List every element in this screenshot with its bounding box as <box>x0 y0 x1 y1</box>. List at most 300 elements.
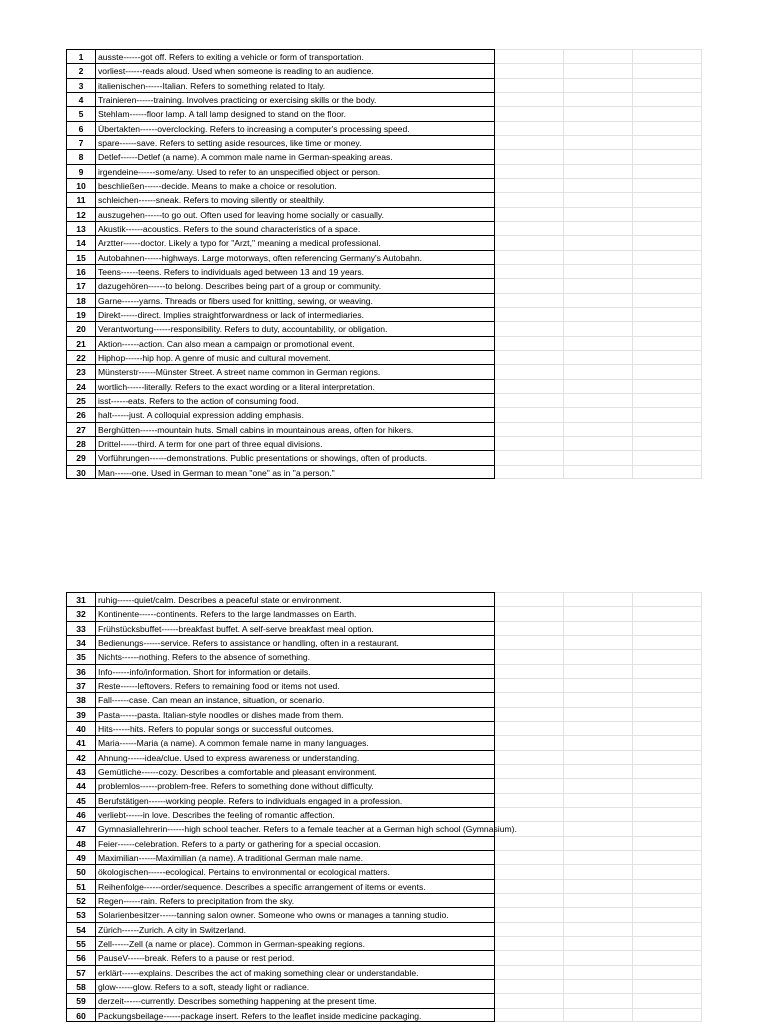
empty-cell[interactable] <box>495 221 564 235</box>
empty-cell[interactable] <box>633 293 702 307</box>
empty-cell[interactable] <box>564 922 633 936</box>
empty-cell[interactable] <box>633 692 702 706</box>
empty-cell[interactable] <box>633 307 702 321</box>
vocabulary-entry-cell[interactable] <box>95 465 495 479</box>
vocabulary-entry-cell[interactable] <box>95 135 495 149</box>
vocabulary-entry-cell[interactable] <box>95 307 495 321</box>
empty-cell[interactable] <box>495 893 564 907</box>
empty-cell[interactable] <box>495 621 564 635</box>
vocabulary-entry-cell[interactable] <box>95 864 495 878</box>
vocabulary-entry-cell[interactable] <box>95 407 495 421</box>
row-number-cell[interactable]: 2 <box>66 63 95 77</box>
vocabulary-entry-cell[interactable] <box>95 778 495 792</box>
empty-cell[interactable] <box>633 450 702 464</box>
vocabulary-entry-cell[interactable] <box>95 350 495 364</box>
empty-cell[interactable] <box>633 49 702 63</box>
empty-cell[interactable] <box>633 635 702 649</box>
empty-cell[interactable] <box>633 764 702 778</box>
vocabulary-entry-cell[interactable] <box>95 422 495 436</box>
empty-cell[interactable] <box>633 221 702 235</box>
empty-cell[interactable] <box>633 321 702 335</box>
empty-cell[interactable] <box>633 250 702 264</box>
empty-cell[interactable] <box>564 264 633 278</box>
empty-cell[interactable] <box>633 364 702 378</box>
vocabulary-entry-cell[interactable] <box>95 264 495 278</box>
empty-cell[interactable] <box>564 850 633 864</box>
empty-cell[interactable] <box>495 450 564 464</box>
empty-cell[interactable] <box>495 465 564 479</box>
empty-cell[interactable] <box>564 606 633 620</box>
empty-cell[interactable] <box>633 879 702 893</box>
empty-cell[interactable] <box>564 649 633 663</box>
empty-cell[interactable] <box>495 135 564 149</box>
empty-cell[interactable] <box>564 778 633 792</box>
vocabulary-entry-cell[interactable] <box>95 621 495 635</box>
empty-cell[interactable] <box>633 922 702 936</box>
empty-cell[interactable] <box>564 436 633 450</box>
empty-cell[interactable] <box>564 407 633 421</box>
row-number-cell[interactable]: 39 <box>66 707 95 721</box>
row-number-cell[interactable]: 17 <box>66 278 95 292</box>
vocabulary-entry-cell[interactable] <box>95 893 495 907</box>
row-number-cell[interactable]: 40 <box>66 721 95 735</box>
empty-cell[interactable] <box>495 965 564 979</box>
empty-cell[interactable] <box>564 936 633 950</box>
row-number-cell[interactable]: 46 <box>66 807 95 821</box>
row-number-cell[interactable]: 27 <box>66 422 95 436</box>
row-number-cell[interactable]: 7 <box>66 135 95 149</box>
empty-cell[interactable] <box>495 993 564 1007</box>
vocabulary-entry-cell[interactable] <box>95 606 495 620</box>
empty-cell[interactable] <box>564 692 633 706</box>
empty-cell[interactable] <box>633 950 702 964</box>
empty-cell[interactable] <box>564 149 633 163</box>
empty-cell[interactable] <box>564 592 633 606</box>
empty-cell[interactable] <box>633 793 702 807</box>
vocabulary-entry-cell[interactable] <box>95 92 495 106</box>
vocabulary-entry-cell[interactable] <box>95 436 495 450</box>
empty-cell[interactable] <box>564 63 633 77</box>
empty-cell[interactable] <box>564 235 633 249</box>
empty-cell[interactable] <box>633 1008 702 1022</box>
row-number-cell[interactable]: 44 <box>66 778 95 792</box>
empty-cell[interactable] <box>564 821 633 835</box>
row-number-cell[interactable]: 52 <box>66 893 95 907</box>
empty-cell[interactable] <box>564 764 633 778</box>
vocabulary-entry-cell[interactable] <box>95 221 495 235</box>
row-number-cell[interactable]: 51 <box>66 879 95 893</box>
row-number-cell[interactable]: 8 <box>66 149 95 163</box>
row-number-cell[interactable]: 15 <box>66 250 95 264</box>
row-number-cell[interactable]: 24 <box>66 379 95 393</box>
empty-cell[interactable] <box>495 364 564 378</box>
empty-cell[interactable] <box>564 635 633 649</box>
row-number-cell[interactable]: 48 <box>66 836 95 850</box>
row-number-cell[interactable]: 22 <box>66 350 95 364</box>
empty-cell[interactable] <box>633 965 702 979</box>
empty-cell[interactable] <box>564 422 633 436</box>
vocabulary-entry-cell[interactable] <box>95 1008 495 1022</box>
vocabulary-entry-cell[interactable] <box>95 293 495 307</box>
empty-cell[interactable] <box>495 707 564 721</box>
empty-cell[interactable] <box>564 907 633 921</box>
empty-cell[interactable] <box>633 207 702 221</box>
row-number-cell[interactable]: 3 <box>66 78 95 92</box>
empty-cell[interactable] <box>633 807 702 821</box>
row-number-cell[interactable]: 47 <box>66 821 95 835</box>
empty-cell[interactable] <box>495 235 564 249</box>
empty-cell[interactable] <box>495 379 564 393</box>
empty-cell[interactable] <box>564 707 633 721</box>
row-number-cell[interactable]: 18 <box>66 293 95 307</box>
empty-cell[interactable] <box>564 793 633 807</box>
empty-cell[interactable] <box>564 221 633 235</box>
empty-cell[interactable] <box>633 707 702 721</box>
row-number-cell[interactable]: 5 <box>66 106 95 120</box>
vocabulary-entry-cell[interactable] <box>95 979 495 993</box>
vocabulary-entry-cell[interactable] <box>95 450 495 464</box>
empty-cell[interactable] <box>495 121 564 135</box>
empty-cell[interactable] <box>633 178 702 192</box>
empty-cell[interactable] <box>633 336 702 350</box>
empty-cell[interactable] <box>564 192 633 206</box>
row-number-cell[interactable]: 54 <box>66 922 95 936</box>
empty-cell[interactable] <box>564 621 633 635</box>
empty-cell[interactable] <box>564 336 633 350</box>
empty-cell[interactable] <box>633 278 702 292</box>
empty-cell[interactable] <box>633 778 702 792</box>
empty-cell[interactable] <box>564 178 633 192</box>
empty-cell[interactable] <box>495 936 564 950</box>
empty-cell[interactable] <box>564 379 633 393</box>
empty-cell[interactable] <box>495 850 564 864</box>
empty-cell[interactable] <box>633 235 702 249</box>
row-number-cell[interactable]: 53 <box>66 907 95 921</box>
empty-cell[interactable] <box>495 807 564 821</box>
empty-cell[interactable] <box>495 92 564 106</box>
vocabulary-entry-cell[interactable] <box>95 764 495 778</box>
vocabulary-entry-cell[interactable] <box>95 821 517 835</box>
vocabulary-entry-cell[interactable] <box>95 936 495 950</box>
row-number-cell[interactable]: 42 <box>66 750 95 764</box>
vocabulary-entry-cell[interactable] <box>95 907 495 921</box>
empty-cell[interactable] <box>495 879 564 893</box>
empty-cell[interactable] <box>564 250 633 264</box>
vocabulary-entry-cell[interactable] <box>95 49 495 63</box>
empty-cell[interactable] <box>633 606 702 620</box>
vocabulary-entry-cell[interactable] <box>95 364 495 378</box>
vocabulary-entry-cell[interactable] <box>95 393 495 407</box>
empty-cell[interactable] <box>495 321 564 335</box>
empty-cell[interactable] <box>495 178 564 192</box>
empty-cell[interactable] <box>495 78 564 92</box>
vocabulary-entry-cell[interactable] <box>95 250 495 264</box>
row-number-cell[interactable]: 41 <box>66 735 95 749</box>
empty-cell[interactable] <box>633 121 702 135</box>
vocabulary-entry-cell[interactable] <box>95 649 495 663</box>
empty-cell[interactable] <box>633 436 702 450</box>
empty-cell[interactable] <box>633 592 702 606</box>
vocabulary-entry-cell[interactable] <box>95 993 495 1007</box>
empty-cell[interactable] <box>495 264 564 278</box>
empty-cell[interactable] <box>564 864 633 878</box>
vocabulary-entry-cell[interactable] <box>95 965 495 979</box>
empty-cell[interactable] <box>564 678 633 692</box>
row-number-cell[interactable]: 16 <box>66 264 95 278</box>
empty-cell[interactable] <box>495 63 564 77</box>
table-row <box>0 1008 768 1022</box>
vocabulary-entry-cell[interactable] <box>95 336 495 350</box>
row-number-cell[interactable]: 38 <box>66 692 95 706</box>
vocabulary-entry-cell[interactable] <box>95 850 495 864</box>
empty-cell[interactable] <box>633 907 702 921</box>
empty-cell[interactable] <box>633 735 702 749</box>
row-number-cell[interactable]: 20 <box>66 321 95 335</box>
empty-cell[interactable] <box>564 164 633 178</box>
empty-cell[interactable] <box>564 465 633 479</box>
empty-cell[interactable] <box>564 393 633 407</box>
empty-cell[interactable] <box>495 793 564 807</box>
row-number-cell[interactable]: 55 <box>66 936 95 950</box>
empty-cell[interactable] <box>564 893 633 907</box>
empty-cell[interactable] <box>633 407 702 421</box>
empty-cell[interactable] <box>495 149 564 163</box>
empty-cell[interactable] <box>495 735 564 749</box>
empty-cell[interactable] <box>495 336 564 350</box>
empty-cell[interactable] <box>495 764 564 778</box>
empty-cell[interactable] <box>495 293 564 307</box>
empty-cell[interactable] <box>495 592 564 606</box>
vocabulary-entry-cell[interactable] <box>95 379 495 393</box>
vocabulary-entry-cell[interactable] <box>95 149 495 163</box>
row-number-cell[interactable]: 43 <box>66 764 95 778</box>
empty-cell[interactable] <box>564 950 633 964</box>
row-number-cell[interactable]: 28 <box>66 436 95 450</box>
row-number-cell[interactable]: 1 <box>66 49 95 63</box>
row-number-cell[interactable]: 23 <box>66 364 95 378</box>
row-number-cell[interactable]: 11 <box>66 192 95 206</box>
empty-cell[interactable] <box>633 721 702 735</box>
vocabulary-entry-cell[interactable] <box>95 922 495 936</box>
row-number-cell[interactable]: 9 <box>66 164 95 178</box>
empty-cell[interactable] <box>495 922 564 936</box>
row-number-cell[interactable]: 58 <box>66 979 95 993</box>
empty-cell[interactable] <box>495 350 564 364</box>
empty-cell[interactable] <box>633 135 702 149</box>
empty-cell[interactable] <box>495 778 564 792</box>
empty-cell[interactable] <box>564 721 633 735</box>
empty-cell[interactable] <box>495 864 564 878</box>
empty-cell[interactable] <box>495 407 564 421</box>
empty-cell[interactable] <box>564 993 633 1007</box>
empty-cell[interactable] <box>633 379 702 393</box>
empty-cell[interactable] <box>495 664 564 678</box>
empty-cell[interactable] <box>495 422 564 436</box>
empty-cell[interactable] <box>633 993 702 1007</box>
empty-cell[interactable] <box>564 49 633 63</box>
empty-cell[interactable] <box>495 49 564 63</box>
vocabulary-entry-cell[interactable] <box>95 164 495 178</box>
empty-cell[interactable] <box>495 250 564 264</box>
vocabulary-entry-cell[interactable] <box>95 836 495 850</box>
empty-cell[interactable] <box>495 907 564 921</box>
empty-cell[interactable] <box>495 1008 564 1022</box>
empty-cell[interactable] <box>495 836 564 850</box>
vocabulary-entry-cell[interactable] <box>95 592 495 606</box>
row-number-cell[interactable]: 35 <box>66 649 95 663</box>
empty-cell[interactable] <box>633 664 702 678</box>
vocabulary-entry-cell[interactable] <box>95 807 495 821</box>
row-number-cell[interactable]: 59 <box>66 993 95 1007</box>
empty-cell[interactable] <box>495 606 564 620</box>
row-number-cell[interactable]: 37 <box>66 678 95 692</box>
empty-cell[interactable] <box>495 635 564 649</box>
empty-cell[interactable] <box>564 321 633 335</box>
empty-cell[interactable] <box>633 92 702 106</box>
empty-cell[interactable] <box>564 879 633 893</box>
empty-cell[interactable] <box>633 149 702 163</box>
row-number-cell[interactable]: 10 <box>66 178 95 192</box>
empty-cell[interactable] <box>564 750 633 764</box>
row-number-cell[interactable]: 6 <box>66 121 95 135</box>
empty-cell[interactable] <box>633 621 702 635</box>
empty-cell[interactable] <box>495 750 564 764</box>
vocabulary-entry-cell[interactable] <box>95 664 495 678</box>
empty-cell[interactable] <box>564 278 633 292</box>
vocabulary-entry-cell[interactable] <box>95 235 495 249</box>
vocabulary-entry-cell[interactable] <box>95 750 495 764</box>
empty-cell[interactable] <box>564 1008 633 1022</box>
empty-cell[interactable] <box>633 821 702 835</box>
empty-cell[interactable] <box>495 278 564 292</box>
row-number-cell[interactable]: 21 <box>66 336 95 350</box>
vocabulary-entry-cell[interactable] <box>95 793 495 807</box>
vocabulary-entry-cell[interactable] <box>95 721 495 735</box>
row-number-cell[interactable]: 31 <box>66 592 95 606</box>
empty-cell[interactable] <box>633 465 702 479</box>
empty-cell[interactable] <box>564 965 633 979</box>
empty-cell[interactable] <box>495 192 564 206</box>
vocabulary-entry-cell[interactable] <box>95 321 495 335</box>
row-number-cell[interactable]: 4 <box>66 92 95 106</box>
empty-cell[interactable] <box>633 750 702 764</box>
row-number-cell[interactable]: 32 <box>66 606 95 620</box>
row-number-cell[interactable]: 19 <box>66 307 95 321</box>
vocabulary-entry-cell[interactable] <box>95 635 495 649</box>
row-number-cell[interactable]: 14 <box>66 235 95 249</box>
empty-cell[interactable] <box>495 950 564 964</box>
empty-cell[interactable] <box>564 121 633 135</box>
empty-cell[interactable] <box>564 350 633 364</box>
row-number-cell[interactable]: 13 <box>66 221 95 235</box>
empty-cell[interactable] <box>633 106 702 120</box>
empty-cell[interactable] <box>633 893 702 907</box>
empty-cell[interactable] <box>495 393 564 407</box>
empty-cell[interactable] <box>564 450 633 464</box>
empty-cell[interactable] <box>564 979 633 993</box>
empty-cell[interactable] <box>495 692 564 706</box>
row-number-cell[interactable]: 26 <box>66 407 95 421</box>
empty-cell[interactable] <box>633 350 702 364</box>
vocabulary-entry-cell[interactable] <box>95 192 495 206</box>
empty-cell[interactable] <box>495 979 564 993</box>
vocabulary-entry-cell[interactable] <box>95 106 495 120</box>
vocabulary-entry-cell[interactable] <box>95 950 495 964</box>
row-number-cell[interactable]: 45 <box>66 793 95 807</box>
empty-cell[interactable] <box>564 135 633 149</box>
row-number-cell[interactable]: 50 <box>66 864 95 878</box>
vocabulary-entry-cell[interactable] <box>95 207 495 221</box>
empty-cell[interactable] <box>564 307 633 321</box>
empty-cell[interactable] <box>495 207 564 221</box>
vocabulary-entry-cell[interactable] <box>95 707 495 721</box>
empty-cell[interactable] <box>633 264 702 278</box>
vocabulary-entry-cell[interactable] <box>95 63 495 77</box>
empty-cell[interactable] <box>564 735 633 749</box>
row-number-cell[interactable]: 49 <box>66 850 95 864</box>
empty-cell[interactable] <box>495 436 564 450</box>
row-number-cell[interactable]: 60 <box>66 1008 95 1022</box>
empty-cell[interactable] <box>495 721 564 735</box>
empty-cell[interactable] <box>633 678 702 692</box>
empty-cell[interactable] <box>564 364 633 378</box>
empty-cell[interactable] <box>633 78 702 92</box>
row-number-cell[interactable]: 30 <box>66 465 95 479</box>
row-number-cell[interactable]: 12 <box>66 207 95 221</box>
empty-cell[interactable] <box>633 422 702 436</box>
row-number-cell[interactable]: 57 <box>66 965 95 979</box>
empty-cell[interactable] <box>564 207 633 221</box>
empty-cell[interactable] <box>633 850 702 864</box>
empty-cell[interactable] <box>633 649 702 663</box>
empty-cell[interactable] <box>564 92 633 106</box>
empty-cell[interactable] <box>495 307 564 321</box>
empty-cell[interactable] <box>564 78 633 92</box>
empty-cell[interactable] <box>633 836 702 850</box>
empty-cell[interactable] <box>495 649 564 663</box>
empty-cell[interactable] <box>633 936 702 950</box>
vocabulary-entry-cell[interactable] <box>95 879 495 893</box>
vocabulary-entry-cell[interactable] <box>95 78 495 92</box>
row-number-cell[interactable]: 29 <box>66 450 95 464</box>
empty-cell[interactable] <box>495 164 564 178</box>
empty-cell[interactable] <box>564 293 633 307</box>
empty-cell[interactable] <box>633 164 702 178</box>
empty-cell[interactable] <box>564 664 633 678</box>
row-number-cell[interactable]: 33 <box>66 621 95 635</box>
empty-cell[interactable] <box>633 192 702 206</box>
empty-cell[interactable] <box>633 979 702 993</box>
vocabulary-entry-cell[interactable] <box>95 692 495 706</box>
empty-cell[interactable] <box>564 106 633 120</box>
row-number-cell[interactable]: 56 <box>66 950 95 964</box>
row-number-cell[interactable]: 25 <box>66 393 95 407</box>
empty-cell[interactable] <box>633 63 702 77</box>
row-number-cell[interactable]: 36 <box>66 664 95 678</box>
empty-cell[interactable] <box>495 106 564 120</box>
vocabulary-entry-cell[interactable] <box>95 735 495 749</box>
empty-cell[interactable] <box>633 393 702 407</box>
vocabulary-entry-cell[interactable] <box>95 678 495 692</box>
empty-cell[interactable] <box>633 864 702 878</box>
row-number-cell[interactable]: 34 <box>66 635 95 649</box>
vocabulary-entry-cell[interactable] <box>95 178 495 192</box>
empty-cell[interactable] <box>564 807 633 821</box>
vocabulary-entry-cell[interactable] <box>95 121 495 135</box>
empty-cell[interactable] <box>564 836 633 850</box>
vocabulary-entry-cell[interactable] <box>95 278 495 292</box>
empty-cell[interactable] <box>495 678 564 692</box>
